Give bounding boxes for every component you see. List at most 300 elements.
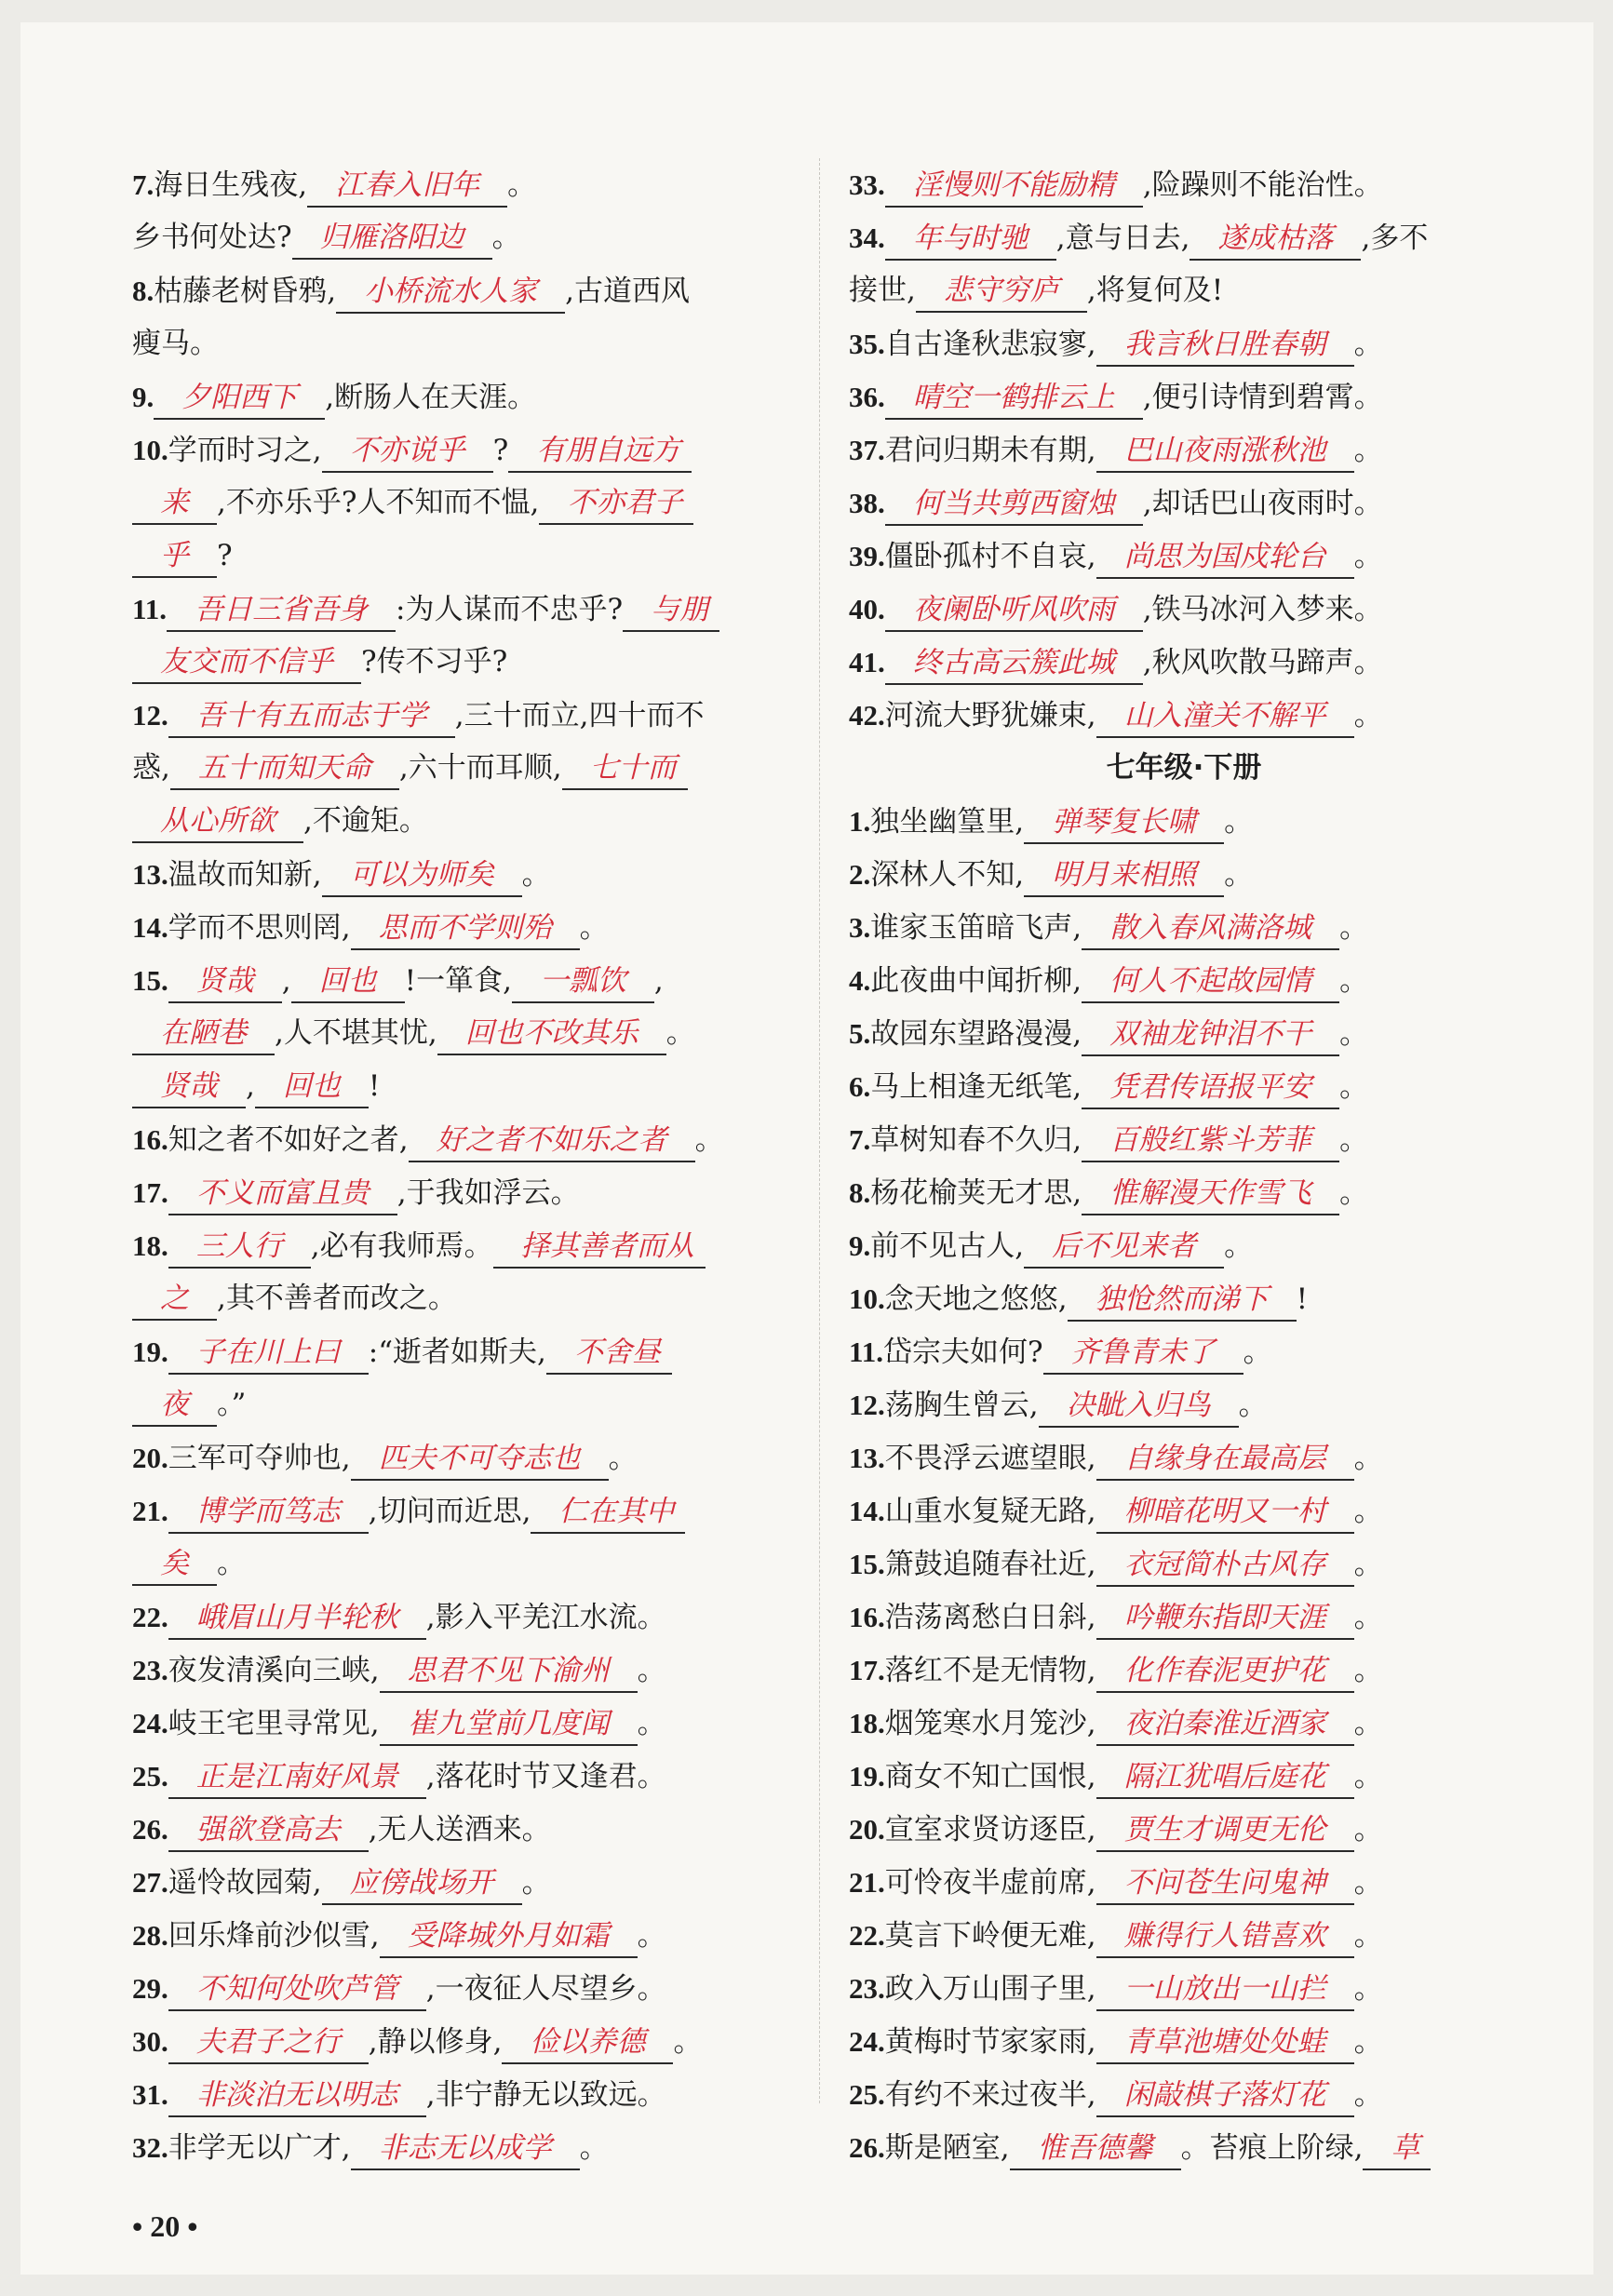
prompt-text: 念天地之悠悠, [884,1282,1068,1316]
text-line [849,636,1519,689]
prompt-text: ,人不堪其忧, [275,1016,437,1050]
answer-blank: 晴空一鹤排云上 [885,377,1143,420]
prompt-text: ? [492,434,509,467]
prompt-text: 瘦马。 [132,327,219,360]
answer-blank: 化作春泥更护花 [1096,1650,1354,1693]
prompt-text: 。 [608,1442,638,1475]
answer-blank: 矣 [132,1543,217,1586]
prompt-text: 接世, [849,274,916,307]
item-number: 10. [132,434,168,466]
prompt-text: 。 [1353,1707,1383,1740]
item-number: 37. [849,434,885,466]
answer-blank: 齐鲁青未了 [1043,1332,1243,1375]
prompt-text: 。 [673,2025,703,2059]
prompt-text: 。 [1224,858,1254,892]
answer-blank: 在陋巷 [132,1013,275,1055]
prompt-text: 烟笼寒水月笼沙, [884,1707,1096,1740]
answer-blank: 散入春风满洛城 [1082,907,1339,950]
text-line [132,583,802,636]
item-number: 31. [132,2078,168,2111]
prompt-text: 。” [217,1388,247,1421]
answer-blank: 回也 [255,1066,369,1108]
text-line [132,423,802,477]
item-number: 7. [132,168,155,201]
text-line [849,530,1519,583]
prompt-text: 海日生残夜, [154,168,308,202]
item-number: 41. [849,646,885,678]
answer-blank: 回也 [291,960,405,1003]
item-number: 38. [849,487,885,519]
item-number: 23. [132,1654,168,1686]
prompt-text: 浩荡离愁白日斜, [884,1601,1096,1634]
text-line [132,1431,802,1484]
answer-blank: 归雁洛阳边 [292,217,492,260]
prompt-text: !一箪食, [404,964,512,998]
prompt-text: 草树知春不久归, [870,1123,1082,1157]
answer-blank: 友交而不信乎 [132,641,361,684]
item-number: 7. [849,1123,871,1156]
answer-blank: 匹夫不可夺志也 [351,1438,609,1481]
answer-blank: 思君不见下渝州 [380,1650,638,1693]
text-line [849,795,1519,848]
answer-blank: 自缘身在最高层 [1096,1438,1354,1481]
item-number: 8. [849,1176,871,1209]
prompt-text: 。 [1353,699,1383,732]
text-line [132,1697,802,1750]
text-line [132,1803,802,1856]
prompt-text: 。 [665,1016,695,1050]
prompt-text: ! [1296,1282,1309,1316]
item-number: 23. [849,1972,885,2005]
text-line [132,2121,802,2174]
answer-blank: 非志无以成学 [351,2128,580,2170]
text-line [132,158,802,211]
text-line [849,848,1519,901]
item-number: 13. [132,858,168,891]
item-number: 4. [849,964,871,997]
prompt-text: 。 [637,1919,666,1953]
text-line [849,1007,1519,1060]
item-number: 26. [849,2131,885,2164]
text-line [849,2121,1519,2174]
text-line [849,901,1519,954]
text-line [132,1007,802,1060]
prompt-text: 前不见古人, [870,1229,1025,1263]
text-line [132,636,802,689]
prompt-text: ,六十而耳顺, [398,751,562,785]
prompt-text: 。 [1353,1654,1383,1687]
answer-blank: 独怆然而涕下 [1068,1279,1297,1322]
prompt-text: 。 [1224,805,1254,839]
item-number: 9. [132,381,155,413]
answer-blank: 正是江南好风景 [168,1756,426,1799]
item-number: 28. [132,1919,168,1952]
item-number: 19. [849,1760,885,1792]
answer-blank: 夜泊秦淮近酒家 [1096,1703,1354,1746]
text-line [132,1272,802,1325]
prompt-text: 杨花榆荚无才思, [870,1176,1082,1210]
prompt-text: ,便引诗情到碧霄。 [1142,381,1383,414]
prompt-text: , [281,964,291,998]
text-line [849,211,1519,264]
text-line [132,1962,802,2015]
prompt-text: 遥怜故园菊, [168,1866,322,1900]
answer-blank: 衣冠简朴古风存 [1096,1544,1354,1587]
prompt-text: 谁家玉笛暗飞声, [870,911,1082,945]
prompt-text: 。 [1353,540,1383,573]
text-line [849,264,1519,317]
prompt-text: 独坐幽篁里, [870,805,1025,839]
prompt-text: 。 [1353,1760,1383,1793]
answer-blank: 从心所欲 [132,800,303,843]
item-number: 24. [849,2025,885,2058]
text-line [849,1431,1519,1484]
prompt-text: , [246,1069,255,1103]
prompt-text: ,将复何及! [1086,274,1224,307]
right-column [849,158,1519,2174]
prompt-text: 黄梅时节家家雨, [884,2025,1096,2059]
answer-blank: 与朋 [623,589,719,632]
item-number: 11. [132,593,168,625]
text-line [132,317,802,370]
answer-blank: 双袖龙钟泪不干 [1082,1014,1339,1056]
item-number: 34. [849,222,885,254]
prompt-text: 箫鼓追随春社近, [884,1548,1096,1581]
answer-blank: 贤哉 [132,1066,246,1108]
text-line [132,1856,802,1909]
prompt-text: 。 [579,2131,609,2165]
answer-blank: 夜阑卧听风吹雨 [885,589,1143,632]
prompt-text: ? [217,539,233,572]
answer-blank: 峨眉山月半轮秋 [168,1597,426,1640]
answer-blank: 之 [132,1278,217,1321]
prompt-text: 自古逢秋悲寂寥, [884,328,1096,361]
text-line [849,2068,1519,2121]
prompt-text: 回乐烽前沙似雪, [168,1919,380,1953]
text-line [132,477,802,530]
prompt-text: ,落花时节又逢君。 [425,1760,666,1793]
prompt-text: 。 [1353,1601,1383,1634]
prompt-text: 。 [1243,1336,1272,1369]
text-line [132,264,802,317]
text-line [849,1219,1519,1272]
item-number: 15. [849,1548,885,1580]
prompt-text: 。 [1339,1017,1369,1051]
column-divider [819,158,820,2103]
text-line [849,1325,1519,1378]
prompt-text: 。 [1339,1123,1369,1157]
prompt-text: 。 [1339,1070,1369,1104]
item-number: 24. [132,1707,168,1739]
text-line [849,1060,1519,1113]
text-line [132,1644,802,1697]
text-line [132,689,802,742]
answer-blank: 五十而知天命 [170,747,399,790]
prompt-text: , [653,964,664,998]
item-number: 16. [132,1123,168,1156]
answer-blank: 有朋自远方 [508,430,692,473]
prompt-text: :为人谋而不忠乎? [396,593,624,626]
text-line [132,742,802,795]
answer-blank: 终古高云簇此城 [885,642,1143,685]
item-number: 22. [132,1601,168,1633]
item-number: 29. [132,1972,168,2005]
prompt-text: 。 [1224,1229,1254,1263]
item-number: 11. [849,1336,884,1368]
text-line [849,1962,1519,2015]
answer-blank: 惟吾德馨 [1010,2128,1181,2170]
item-number: 42. [849,699,885,732]
text-line [132,848,802,901]
page-number: • 20 • [132,2209,198,2243]
text-line [849,1484,1519,1537]
prompt-text: 落红不是无情物, [884,1654,1096,1687]
answer-blank: 择其善者而从 [493,1226,706,1269]
item-number: 30. [132,2025,168,2058]
item-number: 1. [849,805,871,838]
answer-blank: 俭以养德 [502,2021,673,2064]
answer-blank: 惟解漫天作雪飞 [1082,1173,1339,1215]
item-number: 21. [132,1495,168,1527]
answer-blank: 我言秋日胜春朝 [1096,324,1354,367]
prompt-text: 夜发清溪向三峡, [168,1654,380,1687]
prompt-text: :“逝者如斯夫, [368,1336,546,1369]
text-line [849,1166,1519,1219]
prompt-text: 。 [1353,1442,1383,1475]
prompt-text: 可怜夜半虚前席, [884,1866,1096,1900]
answer-blank: 小桥流水人家 [336,271,565,314]
prompt-text: 。 [1339,1176,1369,1210]
text-line [849,370,1519,423]
prompt-text: 惑, [132,751,170,785]
prompt-text: ,不逾矩。 [303,804,428,838]
prompt-text: 。 [521,1866,551,1900]
prompt-text: ,多不 [1361,222,1429,255]
item-number: 16. [849,1601,885,1633]
item-number: 40. [849,593,885,625]
text-line [132,1591,802,1644]
answer-blank: 闲敲棋子落灯花 [1096,2074,1354,2117]
answer-blank: 青草池塘处处蛙 [1096,2021,1354,2064]
prompt-text: ?传不习乎? [361,645,508,678]
answer-blank: 来 [132,482,217,525]
prompt-text: 马上相逢无纸笔, [870,1070,1082,1104]
text-line [132,1537,802,1591]
prompt-text: 三军可夺帅也, [168,1442,351,1475]
prompt-text: ,铁马冰河入梦来。 [1142,593,1383,626]
prompt-text: ,一夜征人尽望乡。 [425,1972,666,2006]
answer-blank: 决眦入归鸟 [1039,1385,1239,1428]
prompt-text: 。 [1353,1919,1383,1953]
prompt-text: 山重水复疑无路, [884,1495,1096,1528]
text-line [849,689,1519,742]
text-line [132,1378,802,1431]
prompt-text: 。 [1238,1389,1268,1422]
item-number: 36. [849,381,885,413]
prompt-text: ,非宁静无以致远。 [425,2078,666,2112]
item-number: 21. [849,1866,885,1899]
prompt-text: 学而不思则罔, [168,911,351,945]
prompt-text: 商女不知亡国恨, [884,1760,1096,1793]
prompt-text: 知之者不如好之者, [168,1123,409,1157]
text-line [849,954,1519,1007]
text-line [849,423,1519,477]
prompt-text: ,险躁则不能治性。 [1142,168,1383,202]
prompt-text: ,于我如浮云。 [397,1176,580,1210]
prompt-text: 乡书何处达? [132,221,292,254]
answer-blank: 弹琴复长啸 [1024,801,1224,844]
prompt-text: 斯是陋室, [884,2131,1010,2165]
text-line [132,370,802,423]
text-line [132,1219,802,1272]
prompt-text: 。 [579,911,609,945]
text-line [849,1644,1519,1697]
item-number: 25. [132,1760,168,1792]
item-number: 26. [132,1813,168,1846]
item-number: 5. [849,1017,871,1050]
text-line [132,795,802,848]
prompt-text: ! [368,1069,381,1103]
prompt-text: 有约不来过夜半, [884,2078,1096,2112]
text-line [849,1591,1519,1644]
item-number: 13. [849,1442,885,1474]
prompt-text: 。 [1353,1813,1383,1846]
answer-blank: 赚得行人错喜欢 [1096,1915,1354,1958]
item-number: 22. [849,1919,885,1952]
text-line [132,1166,802,1219]
answer-blank: 不亦君子 [539,482,693,525]
text-line [849,1750,1519,1803]
item-number: 18. [132,1229,168,1262]
item-number: 12. [849,1389,885,1421]
item-number: 25. [849,2078,885,2111]
text-line [132,1060,802,1113]
item-number: 19. [132,1336,168,1368]
answer-blank: 夫君子之行 [168,2021,369,2064]
answer-blank: 后不见来者 [1024,1226,1224,1269]
text-line [132,1909,802,1962]
prompt-text: 学而时习之, [168,434,322,467]
answer-blank: 七十而 [562,747,688,790]
answer-blank: 思而不学则殆 [351,907,580,950]
text-line [849,2015,1519,2068]
prompt-text: 。 [1339,911,1369,945]
answer-blank: 不问苍生问鬼神 [1096,1862,1354,1905]
answer-blank: 贤哉 [168,960,282,1003]
prompt-text: ,不亦乐乎?人不知而不愠, [217,486,540,519]
answer-blank: 遂成枯落 [1190,218,1361,261]
answer-blank: 夜 [132,1384,217,1427]
prompt-text: ,古道西风 [565,275,690,308]
answer-blank: 吟鞭东指即天涯 [1096,1597,1354,1640]
text-line [132,2015,802,2068]
answer-blank: 一山放出一山拦 [1096,1968,1354,2011]
answer-blank: 何人不起故园情 [1082,960,1339,1003]
worksheet-page [20,22,1593,2275]
prompt-text: 。 [491,221,521,254]
item-number: 18. [849,1707,885,1739]
item-number: 2. [849,858,871,891]
answer-blank: 江春入旧年 [307,165,507,208]
answer-blank: 巴山夜雨涨秋池 [1096,430,1354,473]
answer-blank: 尚思为国戍轮台 [1096,536,1354,579]
prompt-text: 君问归期未有期, [884,434,1096,467]
left-column [132,158,802,2174]
answer-blank: 草 [1363,2128,1431,2170]
prompt-text: 岱宗夫如何? [883,1336,1043,1369]
text-line [849,1537,1519,1591]
prompt-text: 。 [637,1654,666,1687]
prompt-text: 宣室求贤访逐臣, [884,1813,1096,1846]
answer-blank: 夕阳西下 [154,377,325,420]
answer-blank: 淫慢则不能励精 [885,165,1143,208]
answer-blank: 吾日三省吾身 [167,589,396,632]
answer-blank: 子在川上曰 [168,1332,369,1375]
item-number: 17. [132,1176,168,1209]
text-line [132,1325,802,1378]
answer-blank: 应傍战场开 [322,1862,522,1905]
answer-blank: 百般红紫斗芳菲 [1082,1120,1339,1162]
prompt-text: ,三十而立,四十而不 [454,699,705,732]
text-line [849,1697,1519,1750]
answer-blank: 可以为师矣 [322,854,522,897]
prompt-text: ,意与日去, [1055,222,1190,255]
answer-blank: 柳暗花明又一村 [1096,1491,1354,1534]
prompt-text: 。苔痕上阶绿, [1180,2131,1364,2165]
answer-blank: 贾生才调更无伦 [1096,1809,1354,1852]
answer-blank: 一瓢饮 [512,960,654,1003]
answer-blank: 非淡泊无以明志 [168,2074,426,2117]
text-line [132,901,802,954]
prompt-text: 。 [1353,1495,1383,1528]
prompt-text: 荡胸生曾云, [884,1389,1039,1422]
text-line [132,211,802,264]
item-number: 6. [849,1070,871,1103]
text-line [849,477,1519,530]
prompt-text: 。 [1353,2078,1383,2112]
answer-blank: 悲守穷庐 [916,270,1087,313]
item-number: 33. [849,168,885,201]
prompt-text: 。 [1353,434,1383,467]
answer-blank: 崔九堂前几度闻 [380,1703,638,1746]
answer-blank: 不义而富且贵 [168,1173,397,1215]
prompt-text: 。 [1339,964,1369,998]
prompt-text: ,切问而近思, [368,1495,531,1528]
prompt-text: ,影入平羌江水流。 [425,1601,666,1634]
item-number: 39. [849,540,885,572]
prompt-text: 僵卧孤村不自哀, [884,540,1096,573]
prompt-text: 。 [217,1547,246,1580]
prompt-text: ,静以修身, [368,2025,503,2059]
item-number: 9. [849,1229,871,1262]
prompt-text: 。 [1353,2025,1383,2059]
text-line [849,1272,1519,1325]
prompt-text: 温故而知新, [168,858,322,892]
answer-blank: 年与时驰 [885,218,1056,261]
prompt-text: 非学无以广才, [168,2131,351,2165]
section-heading: 七年级·下册 [1106,751,1262,785]
text-line [849,317,1519,370]
answer-blank: 隔江犹唱后庭花 [1096,1756,1354,1799]
answer-blank: 仁在其中 [531,1491,685,1534]
answer-blank: 不亦说乎 [322,430,493,473]
prompt-text: 莫言下岭便无难, [884,1919,1096,1953]
text-line [132,1484,802,1537]
prompt-text: 不畏浮云遮望眼, [884,1442,1096,1475]
answer-blank: 何当共剪西窗烛 [885,483,1143,526]
item-number: 32. [132,2131,168,2164]
item-number: 20. [132,1442,168,1474]
